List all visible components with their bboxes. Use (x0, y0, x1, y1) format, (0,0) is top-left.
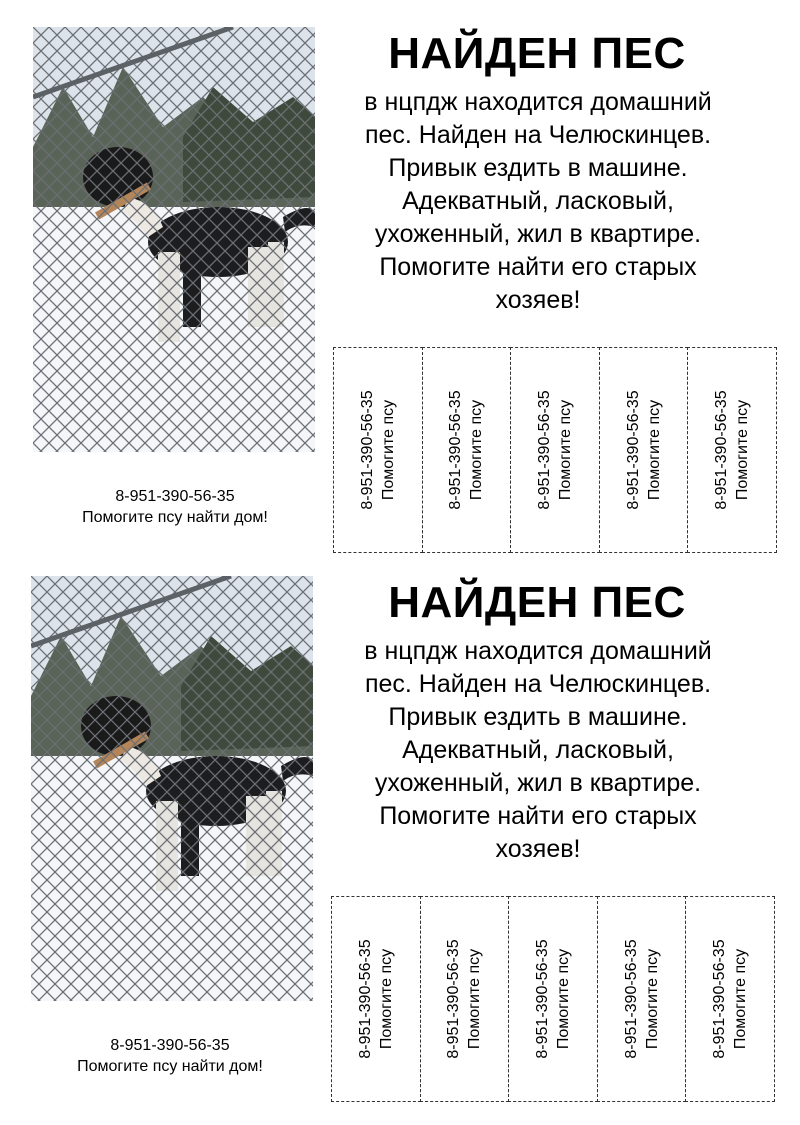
tab-text: Помогите псу (556, 399, 574, 501)
tab-text: Помогите псу (732, 948, 750, 1050)
description-line: хозяев! (495, 286, 581, 314)
tab-text: Помогите псу (466, 948, 484, 1050)
description-line: Привык ездить в машине. (388, 154, 688, 182)
flyer-description (318, 635, 758, 866)
description-line: в нцпдж находится домашний (364, 88, 712, 116)
description-line: пес. Найден на Челюскинцев. (364, 121, 712, 149)
description-line: Помогите найти его старых (379, 802, 697, 830)
tab-phone: 8-951-390-56-35 (445, 939, 463, 1059)
description-line: Адекватный, ласковый, (402, 736, 674, 764)
caption-phone: 8-951-390-56-35 (115, 488, 235, 505)
dog-photo (33, 27, 315, 452)
tear-off-tab[interactable] (510, 347, 600, 553)
flyer-bottom (0, 549, 800, 1099)
tab-phone: 8-951-390-56-35 (622, 939, 640, 1059)
description-line: хозяев! (495, 835, 581, 863)
tab-phone: 8-951-390-56-35 (356, 939, 374, 1059)
tear-off-tabs (333, 347, 777, 553)
dog-photo-image (33, 27, 315, 452)
flyer-title: НАЙДЕН ПЕС (388, 578, 686, 627)
tear-off-tab[interactable] (597, 896, 687, 1102)
description-line: ухоженный, жил в квартире. (374, 769, 702, 797)
caption-text: Помогите псу найти дом! (82, 509, 268, 526)
tab-text: Помогите псу (554, 948, 572, 1050)
tear-off-tab[interactable] (685, 896, 775, 1102)
flyer-description (318, 86, 758, 317)
tab-text: Помогите псу (468, 399, 486, 501)
tear-off-tab[interactable] (420, 896, 510, 1102)
description-line: пес. Найден на Челюскинцев. (364, 670, 712, 698)
tear-off-tab[interactable] (422, 347, 512, 553)
tab-text: Помогите псу (377, 948, 395, 1050)
tear-off-tab[interactable] (687, 347, 777, 553)
description-line: ухоженный, жил в квартире. (374, 220, 702, 248)
tab-text: Помогите псу (379, 399, 397, 501)
contact-caption (15, 1035, 325, 1077)
description-line: в нцпдж находится домашний (364, 637, 712, 665)
tab-phone: 8-951-390-56-35 (358, 390, 376, 510)
caption-phone: 8-951-390-56-35 (110, 1037, 230, 1054)
flyer-title: НАЙДЕН ПЕС (388, 29, 686, 78)
description-line: Привык ездить в машине. (388, 703, 688, 731)
tear-off-tab[interactable] (331, 896, 421, 1102)
flyer-top (0, 0, 800, 550)
dog-photo-image (31, 576, 313, 1001)
tab-phone: 8-951-390-56-35 (624, 390, 642, 510)
tear-off-tabs (331, 896, 775, 1102)
tear-off-tab[interactable] (333, 347, 423, 553)
tear-off-tab[interactable] (508, 896, 598, 1102)
tab-phone: 8-951-390-56-35 (533, 939, 551, 1059)
caption-text: Помогите псу найти дом! (77, 1058, 263, 1075)
tab-phone: 8-951-390-56-35 (535, 390, 553, 510)
dog-photo (31, 576, 313, 1001)
tab-text: Помогите псу (645, 399, 663, 501)
tab-phone: 8-951-390-56-35 (711, 939, 729, 1059)
tab-phone: 8-951-390-56-35 (713, 390, 731, 510)
contact-caption (20, 486, 330, 528)
description-line: Адекватный, ласковый, (402, 187, 674, 215)
tab-phone: 8-951-390-56-35 (447, 390, 465, 510)
description-line: Помогите найти его старых (379, 253, 697, 281)
tab-text: Помогите псу (734, 399, 752, 501)
tear-off-tab[interactable] (599, 347, 689, 553)
tab-text: Помогите псу (643, 948, 661, 1050)
